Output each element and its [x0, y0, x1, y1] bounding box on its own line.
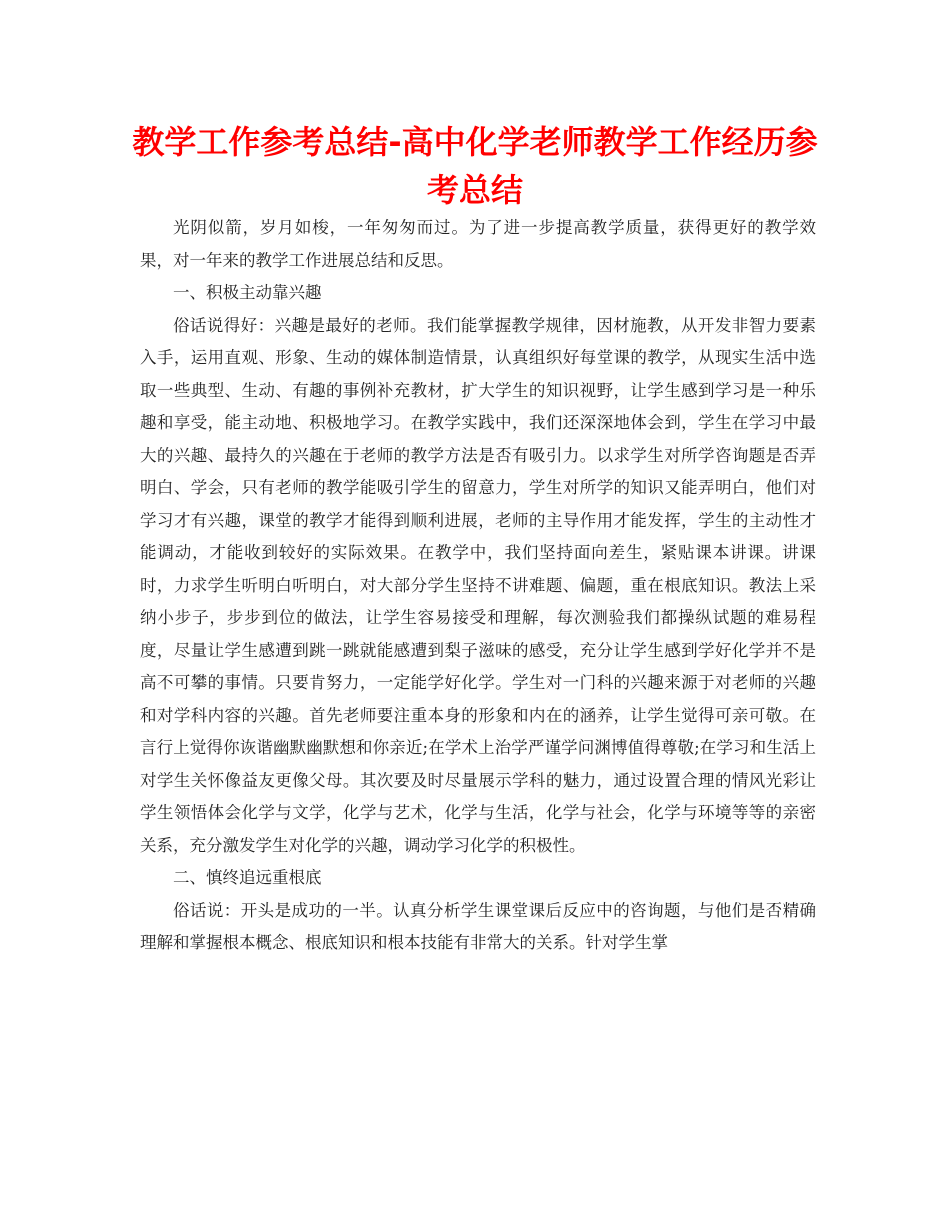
section-1-paragraph: 俗话说得好：兴趣是最好的老师。我们能掌握教学规律，因材施教，从开发非智力要素入手，运用直观、形象、生动的媒体制造情景，认真组织好每堂课的教学，从现实生活中选取一些典型、生动、有趣的事例补充教材，扩大学生的知识视野，让学生感到学习是一种乐趣和享受，能主动地、积极地学习。在教学实践中，我们还深深地体会到，学生在学习中最大的兴趣、最持久的兴趣在于老师的教学方法是否有吸引力。以求学生对所学咨询题是否弄明白、学会，只有老师的教学能吸引学生的留意力，学生对所学的知识又能弄明白，他们对学习才有兴趣，课堂的教学才能得到顺利进展，老师的主导作用才能发挥，学生的主动性才能调动，才能收到较好的实际效果。在教学中，我们坚持面向差生，紧贴课本讲课。讲课时，力求学生听明白听明白，对大部分学生坚持不讲难题、偏题，重在根底知识。教法上采纳小步子，步步到位的做法，让学生容易接受和理解，每次测验我们都操纵试题的难易程度，尽量让学生感遭到跳一跳就能感遭到梨子滋味的感受，充分让学生感到学好化学并不是高不可攀的事情。只要肯努力，一定能学好化学。学生对一门科的兴趣来源于对老师的兴趣和对学科内容的兴趣。首先老师要注重本身的形象和内在的涵养，让学生觉得可亲可敬。在言行上觉得你诙谐幽默幽默想和你亲近;在学术上治学严谨学问渊博值得尊敬;在学习和生活上对学生关怀像益友更像父母。其次要及时尽量展示学科的魅力，通过设置合理的情风光彩让学生领悟体会化学与文学，化学与艺术，化学与生活，化学与社会，化学与环境等等的亲密关系，充分激发学生对化学的兴趣，调动学习化学的积极性。 [140, 315, 816, 855]
document-title: 教学工作参考总结-高中化学老师教学工作经历参考总结 [132, 123, 818, 209]
section-heading-1: 一、积极主动靠兴趣 [173, 283, 322, 302]
intro-paragraph: 光阴似箭，岁月如梭，一年匆匆而过。为了进一步提高教学质量，获得更好的教学效果，对一年来的教学工作进展总结和反思。 [140, 218, 816, 270]
section-heading-2: 二、慎终追远重根底 [173, 868, 322, 887]
document-body [140, 212, 816, 960]
section-2-paragraph: 俗话说：开头是成功的一半。认真分析学生课堂课后反应中的咨询题，与他们是否精确理解和掌握根本概念、根底知识和根本技能有非常大的关系。针对学生掌 [140, 900, 816, 952]
